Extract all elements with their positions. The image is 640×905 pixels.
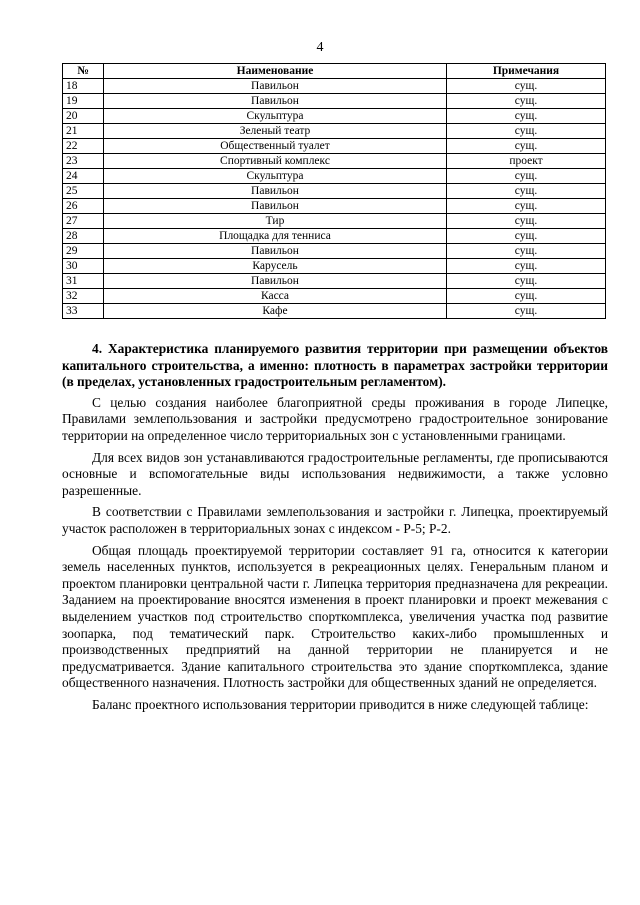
header-number: № xyxy=(63,64,104,79)
row-name: Павильон xyxy=(104,79,447,94)
table-body xyxy=(63,79,606,319)
section-heading: 4. Характеристика планируемого развития территории при размещении объектов капитального строительства, а именно: плотность в параметрах застройки территории (в пределах, установленных градостроительным регламентом). xyxy=(62,341,608,390)
row-note: сущ. xyxy=(447,244,606,259)
table-row xyxy=(63,169,606,184)
header-notes: Примечания xyxy=(447,64,606,79)
row-number: 27 xyxy=(63,214,104,229)
row-number: 20 xyxy=(63,109,104,124)
row-name: Карусель xyxy=(104,259,447,274)
row-note: сущ. xyxy=(447,139,606,154)
table-row xyxy=(63,199,606,214)
table-row xyxy=(63,229,606,244)
row-number: 31 xyxy=(63,274,104,289)
row-note: сущ. xyxy=(447,184,606,199)
row-number: 25 xyxy=(63,184,104,199)
page-number: 4 xyxy=(316,40,324,55)
header-name: Наименование xyxy=(104,64,447,79)
row-name: Скульптура xyxy=(104,169,447,184)
row-number: 26 xyxy=(63,199,104,214)
row-number: 24 xyxy=(63,169,104,184)
row-note: сущ. xyxy=(447,124,606,139)
section-text xyxy=(62,341,608,718)
row-number: 29 xyxy=(63,244,104,259)
table-row xyxy=(63,259,606,274)
row-name: Площадка для тенниса xyxy=(104,229,447,244)
row-note: сущ. xyxy=(447,94,606,109)
table-header-row xyxy=(63,64,606,79)
table-row xyxy=(63,289,606,304)
row-name: Общественный туалет xyxy=(104,139,447,154)
row-name: Скульптура xyxy=(104,109,447,124)
row-note: сущ. xyxy=(447,169,606,184)
paragraph: С целью создания наиболее благоприятной среды проживания в городе Липецке, Правилами землепользования и застройки предусмотрено градостроительное зонирование территории на определенное число территориальных зон с установленными границами. xyxy=(62,394,608,443)
row-number: 21 xyxy=(63,124,104,139)
table-row xyxy=(63,124,606,139)
paragraph: В соответствии с Правилами землепользования и застройки г. Липецка, проектируемый участок расположен в территориальных зонах с индексом - Р-5; Р-2. xyxy=(62,504,608,536)
table-row xyxy=(63,109,606,124)
row-number: 28 xyxy=(63,229,104,244)
row-number: 33 xyxy=(63,304,104,319)
row-number: 22 xyxy=(63,139,104,154)
paragraph: Общая площадь проектируемой территории составляет 91 га, относится к категории земель населенных пунктов, используется в рекреационных целях. Генеральным планом и проектом планировки центральной части г. Липецка территория предназначена для рекреации. Заданием на проектирование вносятся изменения в проект планировки и проект межевания с выделением участков под строительство спорткомплекса, увеличения участка под развитие зоопарка, под тематический парк. Строительство каких-либо промышленных и производственных предприятий на данной территории не планируется и не предусматривается. Здание капитального строительства это здание спорткомплекса, здание общественного назначения. Плотность застройки для общественных зданий не определяется. xyxy=(62,542,608,691)
row-note: сущ. xyxy=(447,259,606,274)
row-name: Касса xyxy=(104,289,447,304)
row-note: сущ. xyxy=(447,199,606,214)
paragraph: Баланс проектного использования территории приводится в ниже следующей таблице: xyxy=(92,696,589,712)
row-name: Павильон xyxy=(104,184,447,199)
row-name: Кафе xyxy=(104,304,447,319)
row-number: 32 xyxy=(63,289,104,304)
row-note: сущ. xyxy=(447,229,606,244)
table-row xyxy=(63,154,606,169)
row-name: Павильон xyxy=(104,94,447,109)
table-row xyxy=(63,244,606,259)
row-note: сущ. xyxy=(447,289,606,304)
table-row xyxy=(63,304,606,319)
paragraph: Для всех видов зон устанавливаются градостроительные регламенты, где прописываются основные и вспомогательные виды использования недвижимости, а также условно разрешенные. xyxy=(62,449,608,498)
row-number: 30 xyxy=(63,259,104,274)
row-note: сущ. xyxy=(447,274,606,289)
row-note: сущ. xyxy=(447,79,606,94)
row-note: проект xyxy=(447,154,606,169)
table-row xyxy=(63,139,606,154)
row-name: Спортивный комплекс xyxy=(104,154,447,169)
row-number: 19 xyxy=(63,94,104,109)
row-note: сущ. xyxy=(447,214,606,229)
table-row xyxy=(63,94,606,109)
row-note: сущ. xyxy=(447,304,606,319)
row-name: Зеленый театр xyxy=(104,124,447,139)
row-name: Тир xyxy=(104,214,447,229)
table-row xyxy=(63,184,606,199)
row-note: сущ. xyxy=(447,109,606,124)
row-number: 23 xyxy=(63,154,104,169)
row-name: Павильон xyxy=(104,274,447,289)
table-row xyxy=(63,214,606,229)
objects-table xyxy=(62,63,606,319)
table-row xyxy=(63,79,606,94)
row-name: Павильон xyxy=(104,244,447,259)
table-row xyxy=(63,274,606,289)
row-number: 18 xyxy=(63,79,104,94)
row-name: Павильон xyxy=(104,199,447,214)
